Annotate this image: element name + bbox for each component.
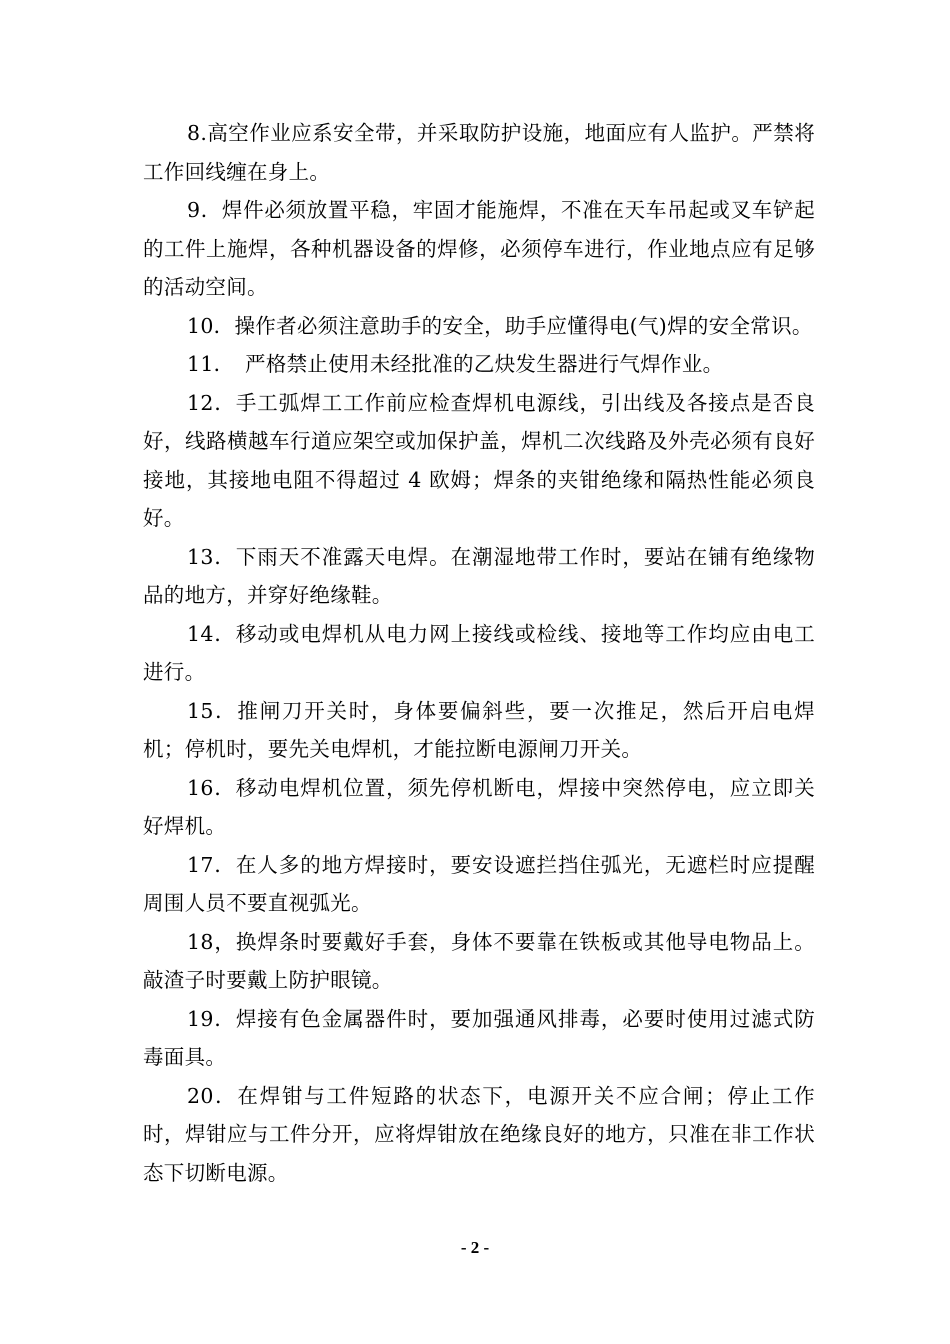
paragraph-9: 9．焊件必须放置平稳，牢固才能施焊，不准在天车吊起或叉车铲起的工件上施焊，各种机器设备的焊修，必须停车进行，作业地点应有足够的活动空间。	[143, 198, 815, 299]
paragraph-13: 13．下雨天不准露天电焊。在潮湿地带工作时，要站在铺有绝缘物品的地方，并穿好绝缘鞋。	[143, 544, 815, 607]
body-text	[143, 114, 815, 1192]
paragraph-16: 16．移动电焊机位置，须先停机断电，焊接中突然停电，应立即关好焊机。	[143, 775, 815, 838]
paragraph-12: 12．手工弧焊工工作前应检查焊机电源线，引出线及各接点是否良好，线路横越车行道应架空或加保护盖，焊机二次线路及外壳必须有良好接地，其接地电阻不得超过 4 欧姆；焊条的夹钳绝缘和隔热性能必须良好。	[143, 390, 815, 530]
paragraph-14: 14．移动或电焊机从电力网上接线或检线、接地等工作均应由电工进行。	[143, 621, 815, 684]
paragraph-18: 18，换焊条时要戴好手套，身体不要靠在铁板或其他导电物品上。敲渣子时要戴上防护眼镜。	[143, 929, 815, 992]
paragraph-11: 11． 严格禁止使用未经批准的乙炔发生器进行气焊作业。	[187, 352, 724, 376]
page-number: - 2 -	[460, 1238, 490, 1257]
paragraph-8: 8.高空作业应系安全带，并采取防护设施，地面应有人监护。严禁将工作回线缠在身上。	[143, 121, 815, 184]
paragraph-17: 17．在人多的地方焊接时，要安设遮拦挡住弧光，无遮栏时应提醒周围人员不要直视弧光。	[143, 852, 815, 915]
paragraph-19: 19．焊接有色金属器件时，要加强通风排毒，必要时使用过滤式防毒面具。	[143, 1006, 815, 1069]
paragraph-10: 10．操作者必须注意助手的安全，助手应懂得电(气)焊的安全常识。	[187, 313, 813, 338]
paragraph-20: 20．在焊钳与工件短路的状态下，电源开关不应合闸；停止工作时，焊钳应与工件分开，应将焊钳放在绝缘良好的地方，只准在非工作状态下切断电源。	[143, 1083, 815, 1185]
paragraph-15: 15．推闸刀开关时，身体要偏斜些，要一次推足，然后开启电焊机；停机时，要先关电焊机，才能拉断电源闸刀开关。	[143, 698, 815, 761]
